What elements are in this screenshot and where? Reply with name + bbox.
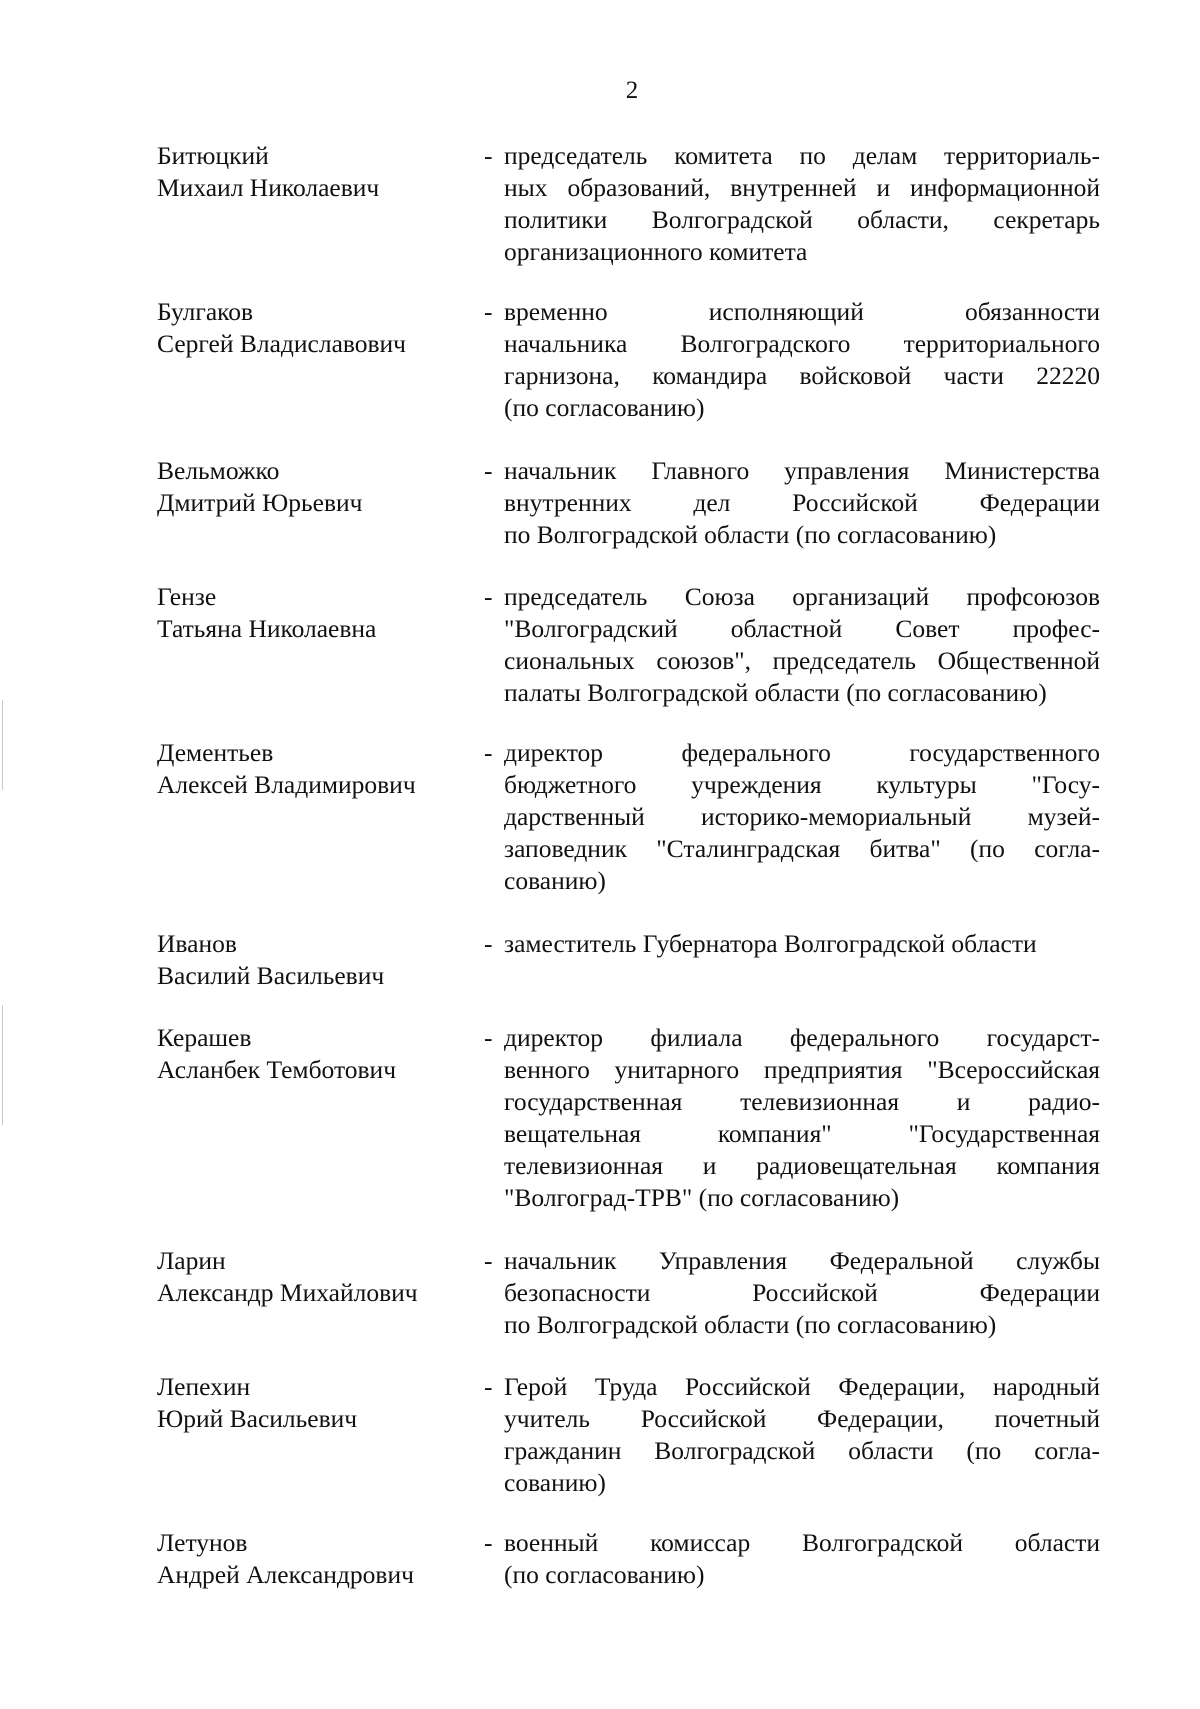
entry-dash: -: [484, 738, 493, 767]
position-line: заместитель Губернатора Волгоградской области: [504, 929, 1037, 958]
position-line: начальник Главного управления Министерства: [504, 456, 1100, 485]
member-name: [157, 296, 477, 360]
member-surname: Иванов: [157, 929, 237, 958]
position-line: учитель Российской Федерации, почетный: [504, 1404, 1100, 1433]
position-line: по Волгоградской области (по согласованию): [504, 520, 997, 549]
position-line: вещательная компания" "Государственная: [504, 1119, 1100, 1148]
member-name: [157, 1245, 477, 1309]
member-name: [157, 1527, 477, 1591]
position-line: директор филиала федерального государст-: [504, 1023, 1100, 1052]
position-line: гарнизона, командира войсковой части 22220: [504, 361, 1100, 390]
member-surname: Гензе: [157, 582, 217, 611]
member-name: [157, 140, 477, 204]
member-name: [157, 581, 477, 645]
member-given-name: Дмитрий Юрьевич: [157, 488, 363, 517]
position-line: безопасности Российской Федерации: [504, 1278, 1100, 1307]
position-line: организационного комитета: [504, 237, 808, 266]
position-line: (по согласованию): [504, 1560, 705, 1589]
member-given-name: Татьяна Николаевна: [157, 614, 377, 643]
entry-dash: -: [484, 1372, 493, 1401]
scan-margin-line: [2, 700, 3, 790]
position-line: заповедник "Сталинградская битва" (по согла-: [504, 834, 1100, 863]
entry-dash: -: [484, 1246, 493, 1275]
position-line: дарственный историко-мемориальный музей-: [504, 802, 1100, 831]
member-surname: Булгаков: [157, 297, 254, 326]
member-position: [504, 140, 1100, 268]
member-position: [504, 737, 1100, 897]
member-given-name: Алексей Владимирович: [157, 770, 416, 799]
member-surname: Лепехин: [157, 1372, 251, 1401]
member-surname: Ларин: [157, 1246, 226, 1275]
member-given-name: Александр Михайлович: [157, 1278, 418, 1307]
position-line: директор федерального государственного: [504, 738, 1100, 767]
member-position: [504, 928, 1100, 960]
position-line: венного унитарного предприятия "Всероссийская: [504, 1055, 1100, 1084]
member-surname: Дементьев: [157, 738, 274, 767]
member-name: [157, 1022, 477, 1086]
page-number: 2: [625, 77, 639, 104]
position-line: государственная телевизионная и радио-: [504, 1087, 1100, 1116]
member-position: [504, 1371, 1100, 1499]
position-line: начальник Управления Федеральной службы: [504, 1246, 1100, 1275]
position-line: военный комиссар Волгоградской области: [504, 1528, 1100, 1557]
position-line: "Волгоградский областной Совет профес-: [504, 614, 1100, 643]
position-line: сованию): [504, 866, 606, 895]
member-surname: Керашев: [157, 1023, 252, 1052]
member-given-name: Сергей Владиславович: [157, 329, 407, 358]
position-line: сованию): [504, 1468, 606, 1497]
position-line: бюджетного учреждения культуры "Госу-: [504, 770, 1100, 799]
entry-dash: -: [484, 141, 493, 170]
entry-dash: -: [484, 1528, 493, 1557]
member-position: [504, 1245, 1100, 1341]
member-given-name: Асланбек Темботович: [157, 1055, 397, 1084]
entry-dash: -: [484, 582, 493, 611]
position-line: телевизионная и радиовещательная компания: [504, 1151, 1100, 1180]
member-given-name: Василий Васильевич: [157, 961, 385, 990]
member-name: [157, 1371, 477, 1435]
position-line: ных образований, внутренней и информационной: [504, 173, 1100, 202]
position-line: по Волгоградской области (по согласованию): [504, 1310, 997, 1339]
member-position: [504, 296, 1100, 424]
member-surname: Летунов: [157, 1528, 248, 1557]
member-name: [157, 737, 477, 801]
scan-margin-line: [2, 1005, 3, 1125]
member-given-name: Михаил Николаевич: [157, 173, 380, 202]
position-line: начальника Волгоградского территориального: [504, 329, 1100, 358]
entry-dash: -: [484, 456, 493, 485]
entry-dash: -: [484, 297, 493, 326]
position-line: внутренних дел Российской Федерации: [504, 488, 1100, 517]
position-line: политики Волгоградской области, секретарь: [504, 205, 1100, 234]
position-line: Герой Труда Российской Федерации, народный: [504, 1372, 1100, 1401]
position-line: временно исполняющий обязанности: [504, 297, 1100, 326]
entry-dash: -: [484, 1023, 493, 1052]
member-position: [504, 1022, 1100, 1214]
position-line: (по согласованию): [504, 393, 705, 422]
position-line: палаты Волгоградской области (по согласованию): [504, 678, 1047, 707]
member-surname: Вельможко: [157, 456, 280, 485]
member-name: [157, 455, 477, 519]
position-line: сиональных союзов", председатель Общественной: [504, 646, 1100, 675]
position-line: "Волгоград-ТРВ" (по согласованию): [504, 1183, 900, 1212]
member-surname: Битюцкий: [157, 141, 269, 170]
position-line: председатель комитета по делам территориаль-: [504, 141, 1100, 170]
member-position: [504, 581, 1100, 709]
member-given-name: Андрей Александрович: [157, 1560, 414, 1589]
entry-dash: -: [484, 929, 493, 958]
member-given-name: Юрий Васильевич: [157, 1404, 358, 1433]
position-line: председатель Союза организаций профсоюзов: [504, 582, 1100, 611]
member-position: [504, 455, 1100, 551]
member-position: [504, 1527, 1100, 1591]
member-name: [157, 928, 477, 992]
position-line: гражданин Волгоградской области (по согла-: [504, 1436, 1100, 1465]
